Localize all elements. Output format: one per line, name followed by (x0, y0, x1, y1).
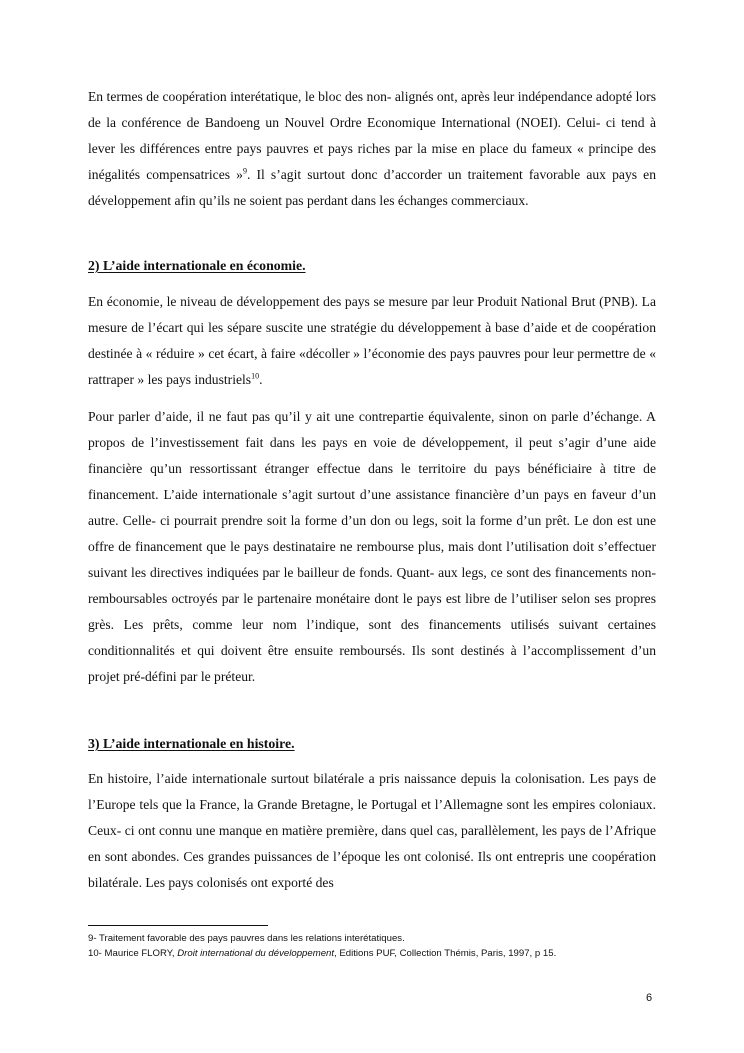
paragraph-text: En histoire, l’aide internationale surtout bilatérale a pris naissance depuis la colonisation. Les pays de l’Europe tels que la France, la Grande Bretagne, le Portugal et l’Allemagne sont les empires coloniaux. Ceux- ci ont connu une manque en matière première, dans quel cas, parallèlement, les pays de l’Afrique en sont abondes. Ces grandes puissances de l’époque les ont colonisé. Ils ont entrepris une coopération bilatérale. Les pays colonisés ont exporté des (88, 771, 656, 890)
footnote-separator (88, 925, 268, 926)
paragraph-text: En termes de coopération interétatique, le bloc des non- alignés ont, après leur indépendance adopté lors de la conférence de Bandoeng un Nouvel Ordre Economique International (NOEI). Celui- ci tend à lever les différences entre pays pauvres et pays riches par la mise en place du fameux « principe des inégalités compensatrices » (88, 89, 656, 182)
paragraph-text: Pour parler d’aide, il ne faut pas qu’il y ait une contrepartie équivalente, sinon on parle d’échange. A propos de l’investissement fait dans les pays en voie de développement, il peut s’agir d’une aide financière qu’un ressortissant étranger effectue dans le territoire du pays bénéficiaire à titre de financement. L’aide internationale s’agit surtout d’une assistance financière d’un pays en faveur d’un autre. Celle- ci pourrait prendre soit la forme d’un don ou legs, soit la forme d’un prêt. Le don est une offre de financement que le pays destinataire ne rembourse plus, mais dont l’utilisation doit s’effectuer suivant les directives indiquées par le bailleur de fonds. Quant- aux legs, ce sont des financements non- remboursables octroyés par le partenaire monétaire dont le pays est libre de l’utiliser selon ses propres grès. Les prêts, comme leur nom l’indique, sont des financements utilisés suivant certaines conditionnalités et qui doivent être ensuite remboursés. Ils sont destinés à l’accomplissement d’un projet pré-défini par le préteur. (88, 409, 656, 684)
footnote-9 (88, 932, 668, 946)
footnote-text-continued: , Editions PUF, Collection Thémis, Paris, 1997, p 15. (334, 948, 557, 959)
page-number: 6 (646, 992, 653, 1004)
section-heading-economie: 2) L’aide internationale en économie. (88, 258, 306, 273)
footnote-ref-9[interactable]: 9 (242, 166, 247, 176)
paragraph-text-continued: . (259, 372, 263, 387)
footnote-ref-10[interactable]: 10 (251, 371, 260, 381)
section-heading-histoire: 3) L’aide internationale en histoire. (88, 736, 295, 751)
paragraph-text-continued: . Il s’agit surtout donc d’accorder un traitement favorable aux pays en développement afin qu’ils ne soient pas perdant dans les échanges commerciaux. (88, 167, 656, 208)
paragraph-cooperation (88, 84, 656, 214)
paragraph-aide-definition (88, 404, 656, 690)
paragraph-economie (88, 289, 656, 393)
paragraph-histoire (88, 766, 656, 896)
footnote-text: 10- Maurice FLORY, (88, 948, 178, 959)
footnote-10 (88, 947, 668, 961)
footnote-book-title: Droit international du développement (177, 948, 335, 959)
footnote-text: 9- Traitement favorable des pays pauvres dans les relations interétatiques. (88, 933, 405, 944)
paragraph-text: En économie, le niveau de développement des pays se mesure par leur Produit National Brut (PNB). La mesure de l’écart qui les sépare suscite une stratégie du développement à base d’aide et de coopération destinée à « réduire » cet écart, à faire «décoller » l’économie des pays pauvres pour leur permettre de « rattraper » les pays industriels (88, 294, 656, 387)
